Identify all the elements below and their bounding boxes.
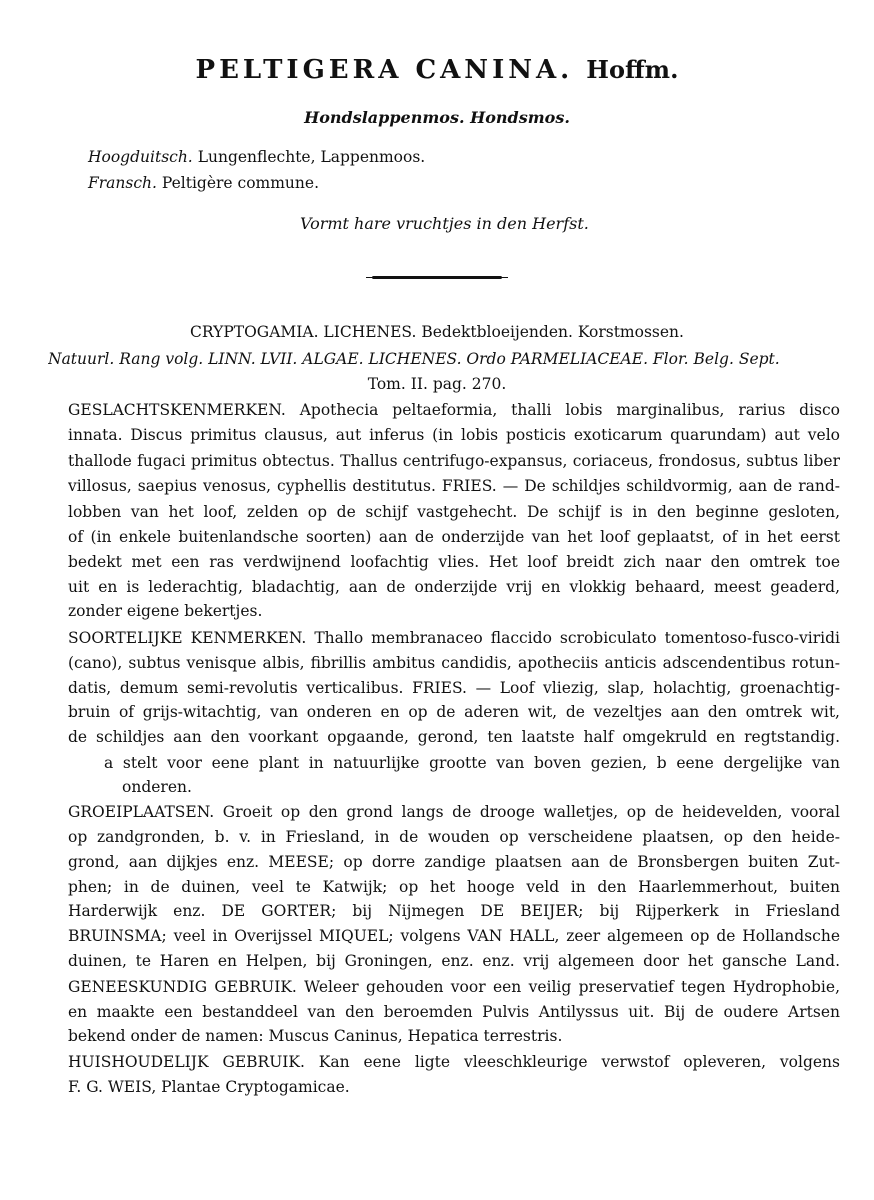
text-line: uit en is lederachtig, bladachtig, aan de onderzijde vrij en vlokkig behaard, meest geaderd, (68, 578, 840, 596)
text-line: bedekt met een ras verdwijnend loofachtig vlies. Het loof breidt zich naar den omtrek toe (68, 553, 840, 571)
text-line: BRUINSMA; veel in Overijssel MIQUEL; volgens VAN HALL, zeer algemeen op de Hollandsche (68, 927, 840, 945)
text-line: a stelt voor eene plant in natuurlijke grootte van boven gezien, b eene dergelijke van (104, 754, 840, 772)
text-line: zonder eigene bekertjes. (68, 602, 263, 620)
text-line: Natuurl. Rang volg. LINN. LVII. ALGAE. LICHENES. Ordo PARMELIACEAE. Flor. Belg. Sept. (48, 350, 780, 368)
divider-rule (372, 276, 502, 279)
text-line: phen; in de duinen, veel te Katwijk; op het hooge veld in den Haarlemmerhout, buiten (68, 878, 840, 896)
dutch-common-names: Hondslappenmos. Hondsmos. (304, 108, 570, 127)
text-line: HUISHOUDELIJK GEBRUIK. Kan eene ligte vleeschkleurige verwstof opleveren, volgens (68, 1053, 840, 1071)
text-line: (cano), subtus venisque albis, fibrillis ambitus candidis, apotheciis anticis adscendentibus rotun- (68, 654, 840, 672)
text-line: GENEESKUNDIG GEBRUIK. Weleer gehouden voor een veilig preservatief tegen Hydrophobie, (68, 978, 840, 996)
text-line: CRYPTOGAMIA. LICHENES. Bedektbloeijenden. Korstmossen. (190, 323, 684, 341)
text-line: duinen, te Haren en Helpen, bij Groningen, enz. enz. vrij algemeen door het gansche Land. (68, 952, 840, 970)
language-label: Hoogduitsch. (88, 148, 193, 166)
language-line-german (88, 148, 425, 166)
text-line: bekend onder de namen: Muscus Caninus, Hepatica terrestris. (68, 1027, 563, 1045)
text-line: op zandgronden, b. v. in Friesland, in de wouden op verscheidene plaatsen, op den heide- (68, 828, 840, 846)
text-line: bruin of grijs-witachtig, van onderen en op de aderen wit, de vezeltjes aan den omtrek wit, (68, 703, 840, 721)
text-line: grond, aan dijkjes enz. MEESE; op dorre zandige plaatsen aan de Bronsbergen buiten Zut- (68, 853, 840, 871)
species-name: PELTIGERA CANINA. (195, 55, 574, 85)
species-title (0, 55, 874, 85)
text-line: SOORTELIJKE KENMERKEN. Thallo membranaceo flaccido scrobiculato tomentoso-fusco-viridi (68, 629, 840, 647)
language-name: Peltigère commune. (161, 174, 320, 192)
text-line: GESLACHTSKENMERKEN. Apothecia peltaeformia, thalli lobis marginalibus, rarius disco (68, 401, 840, 419)
language-name: Lungenflechte, Lappenmoos. (197, 148, 426, 166)
text-line: of (in enkele buitenlandsche soorten) aan de onderzijde van het loof geplaatst, of in het eerst (68, 528, 840, 546)
text-line: de schildjes aan den voorkant opgaande, gerond, ten laatste half omgekruld en regtstandig. (68, 728, 840, 746)
language-label: Fransch. (88, 174, 157, 192)
text-line: thallode fugaci primitus obtectus. Thallus centrifugo-expansus, coriaceus, frondosus, subtus liber (68, 452, 840, 470)
text-line: datis, demum semi-revolutis verticalibus. FRIES. — Loof vliezig, slap, holachtig, groenachtig- (68, 679, 840, 697)
text-line: villosus, saepius venosus, cyphellis destitutus. FRIES. — De schildjes schildvormig, aan de rand- (68, 477, 840, 495)
text-line: GROEIPLAATSEN. Groeit op den grond langs de drooge walletjes, op de heidevelden, vooral (68, 803, 840, 821)
text-line: lobben van het loof, zelden op de schijf vastgehecht. De schijf is in den beginne gesloten, (68, 503, 840, 521)
text-line: Tom. II. pag. 270. (367, 375, 507, 393)
text-line: en maakte een bestanddeel van den beroemden Pulvis Antilyssus uit. Bij de oudere Artsen (68, 1003, 840, 1021)
text-line: onderen. (122, 778, 192, 796)
species-author: Hoffm. (586, 55, 679, 84)
text-line: F. G. WEIS, Plantae Cryptogamicae. (68, 1078, 350, 1096)
text-line: Harderwijk enz. DE GORTER; bij Nijmegen DE BEIJER; bij Rijperkerk in Friesland (68, 902, 840, 920)
fruiting-season: Vormt hare vruchtjes in den Herfst. (300, 214, 589, 233)
text-line: innata. Discus primitus clausus, aut inferus (in lobis posticis exoticarum quarundam) aut velo (68, 426, 840, 444)
language-line-french (88, 174, 319, 192)
